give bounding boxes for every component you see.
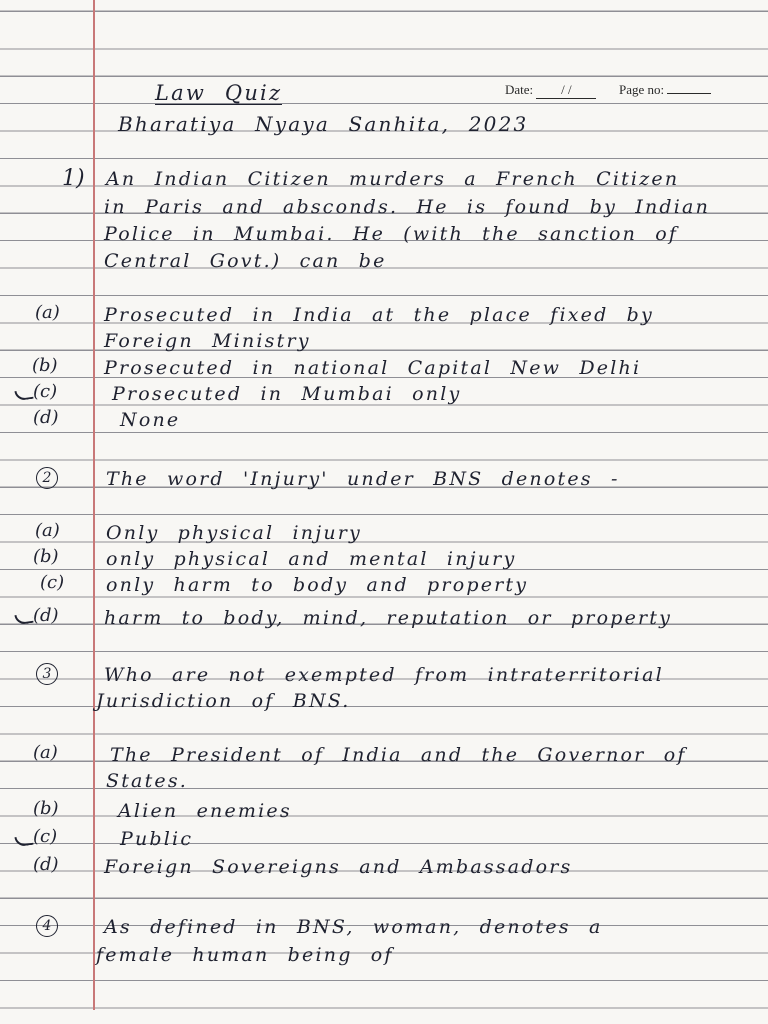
q2-a-label: (a) [35, 520, 60, 541]
q1-b-text: Prosecuted in national Capital New Delhi [104, 357, 642, 379]
q2-line-1: The word 'Injury' under BNS denotes - [106, 468, 620, 490]
q1-line-3: Police in Mumbai. He (with the sanction of [104, 223, 679, 245]
q2-c-text: only harm to body and property [106, 574, 529, 596]
q3-a-label: (a) [33, 742, 58, 763]
q3-b-label: (b) [33, 798, 59, 819]
q2-d-label: (d) [33, 605, 59, 626]
q4-number: 4 [36, 914, 58, 937]
q1-d-label: (d) [33, 407, 59, 428]
q1-a-label: (a) [35, 302, 60, 323]
page-no-label: Page no: [619, 82, 665, 97]
q3-c-label: (c) [33, 826, 58, 847]
q4-line-2: female human being of [96, 944, 394, 966]
q2-a-text: Only physical injury [106, 522, 362, 544]
q1-line-2: in Paris and absconds. He is found by Indian [104, 196, 711, 218]
q4-line-1: As defined in BNS, woman, denotes a [104, 916, 603, 938]
q1-d-text: None [120, 409, 181, 431]
q1-c-label: (c) [33, 381, 58, 402]
date-field [505, 82, 596, 99]
q3-line-1: Who are not exempted from intraterritorial [104, 664, 664, 686]
date-slashes: / / [536, 82, 596, 99]
q2-number: 2 [36, 466, 58, 489]
q1-line-1: An Indian Citizen murders a French Citizen [106, 168, 680, 190]
answer-tick-mark [14, 613, 33, 625]
q3-b-text: Alien enemies [118, 800, 292, 822]
q1-a-text-1: Prosecuted in India at the place fixed by [104, 304, 654, 326]
q3-a-text-2: States. [106, 770, 189, 792]
q1-b-label: (b) [32, 355, 58, 376]
page-title: Law Quiz [155, 81, 283, 105]
q3-d-text: Foreign Sovereigns and Ambassadors [104, 856, 573, 878]
q3-number: 3 [36, 662, 58, 685]
date-label: Date: [505, 82, 534, 97]
q2-c-label: (c) [40, 572, 65, 593]
q3-a-text-1: The President of India and the Governor of [110, 744, 687, 766]
q3-c-text: Public [120, 828, 194, 850]
answer-tick-mark [14, 835, 33, 847]
q1-c-text: Prosecuted in Mumbai only [112, 383, 462, 405]
q1-line-4: Central Govt.) can be [104, 250, 387, 272]
page-no-field [619, 82, 711, 98]
q2-d-text: harm to body, mind, reputation or property [104, 607, 673, 629]
q3-line-2: Jurisdiction of BNS. [96, 690, 351, 712]
q2-b-text: only physical and mental injury [106, 548, 517, 570]
answer-tick-mark [14, 389, 33, 401]
q1-a-text-2: Foreign Ministry [104, 330, 311, 352]
q2-b-label: (b) [33, 546, 59, 567]
subtitle: Bharatiya Nyaya Sanhita, 2023 [118, 112, 529, 136]
margin-line [93, 0, 95, 1010]
q3-d-label: (d) [33, 854, 59, 875]
q1-number: 1) [62, 166, 85, 191]
